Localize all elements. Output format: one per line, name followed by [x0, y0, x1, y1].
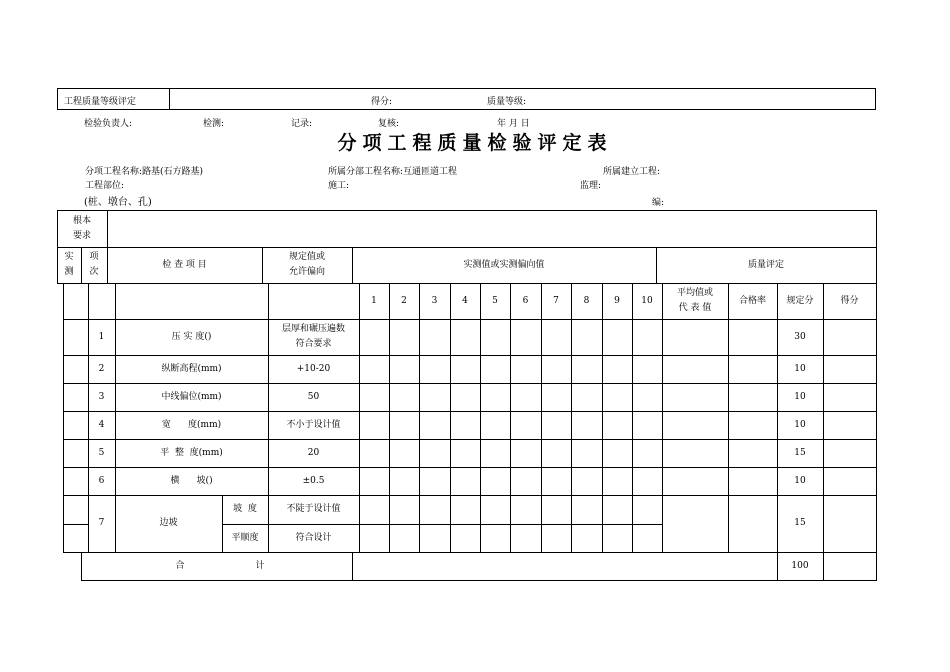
row-item-name: 纵断高程(mm) — [161, 363, 222, 374]
row-no: 4 — [98, 419, 105, 430]
topbar-divider — [169, 89, 170, 109]
row-no: 1 — [98, 331, 105, 342]
reviewer-label: 复核: — [378, 119, 400, 129]
basic-requirements-label: 根本 要求 — [72, 215, 91, 241]
row-no: 6 — [98, 475, 105, 486]
row-points: 15 — [794, 447, 806, 458]
row-points: 10 — [794, 475, 806, 486]
item-no-label: 项 次 — [89, 252, 99, 277]
grid-line — [632, 283, 633, 552]
point-number-header: 2 — [401, 295, 407, 306]
point-number-header: 10 — [641, 295, 653, 306]
row-item-name: 边坡 — [159, 518, 178, 528]
row-points: 10 — [794, 419, 806, 430]
sub-project-name: 分项工程名称:路基(石方路基) — [85, 167, 204, 177]
inspector-label: 检验负责人: — [84, 119, 133, 129]
page-title: 分项工程质量检验评定表 — [337, 132, 613, 154]
row-no: 7 — [98, 518, 105, 528]
row-spec: 符合设计 — [295, 532, 332, 543]
grid-line — [419, 283, 420, 552]
point-number-header: 5 — [492, 295, 498, 306]
grid-line — [823, 283, 824, 580]
supervision-label: 监理: — [580, 181, 602, 191]
point-number-header: 3 — [431, 295, 438, 306]
date-label: 年 月 日 — [497, 119, 530, 129]
measured-label: 实 测 — [64, 252, 74, 277]
check-item-header: 检 查 项 目 — [162, 259, 207, 270]
grid-line — [63, 524, 88, 525]
row-item-name: 平 整 度(mm) — [160, 447, 223, 458]
score-header: 得分 — [840, 295, 859, 306]
total-label-2: 计 — [255, 560, 265, 571]
row-spec: ±0.5 — [302, 475, 325, 486]
quality-eval-header: 质量评定 — [747, 259, 784, 270]
avg-value-header: 平均值或 代 表 值 — [676, 288, 713, 313]
row-points: 10 — [794, 391, 806, 402]
slope-smoothness-label: 平顺度 — [231, 532, 259, 543]
grid-line — [728, 283, 729, 552]
point-number-header: 6 — [522, 295, 529, 306]
grade-label: 质量等级: — [487, 97, 527, 107]
total-label-1: 合 — [175, 560, 185, 571]
row-spec: 层厚和碾压遍数 符合要求 — [281, 324, 345, 349]
row-no: 2 — [98, 363, 105, 374]
point-number-header: 8 — [583, 295, 590, 306]
construction-label: 施工: — [328, 181, 350, 191]
grid-line — [876, 210, 877, 580]
row-item-name: 中线偏位(mm) — [161, 391, 222, 402]
grid-line — [81, 552, 82, 580]
row-points: 30 — [794, 331, 806, 342]
spec-header: 规定值或 允许偏向 — [288, 252, 325, 277]
row-points: 15 — [794, 518, 806, 528]
row-no: 5 — [98, 447, 105, 458]
grid-line — [450, 283, 451, 552]
grid-line — [63, 283, 64, 552]
tester-label: 检测: — [203, 119, 225, 129]
grid-line — [81, 580, 877, 581]
grid-line — [541, 283, 542, 552]
row-item-name: 宽 度(mm) — [161, 419, 222, 430]
point-number-header: 9 — [614, 295, 620, 306]
location-detail: (桩、墩台、孔) — [84, 197, 152, 208]
grid-line — [359, 283, 360, 552]
grid-line — [602, 283, 603, 552]
spec-score-header: 规定分 — [786, 295, 814, 306]
grid-line — [480, 283, 481, 552]
point-number-header: 4 — [462, 295, 468, 306]
row-item-name: 横 坡() — [170, 475, 213, 486]
location-label: 工程部位: — [85, 181, 125, 191]
grid-line — [389, 283, 390, 552]
row-spec: +10-20 — [296, 363, 331, 374]
parent-project-name: 所属分部工程名称:互通匝道工程 — [328, 167, 458, 177]
row-spec: 不陡于设计值 — [286, 504, 341, 514]
parent-construction-label: 所属建立工程: — [603, 167, 661, 177]
total-points: 100 — [791, 560, 809, 571]
row-spec: 不小于设计值 — [286, 419, 341, 430]
measured-values-header: 实测值或实测偏向值 — [463, 259, 545, 270]
slope-grade-label: 坡 度 — [233, 504, 257, 514]
quality-grade-bar — [57, 88, 876, 110]
edit-label: 编: — [652, 198, 665, 208]
grid-line — [352, 552, 353, 580]
row-item-name: 压 实 度() — [171, 331, 212, 342]
grid-line — [57, 210, 877, 211]
row-spec: 20 — [307, 447, 320, 458]
score-label: 得分: — [371, 97, 393, 107]
row-spec: 50 — [307, 391, 320, 402]
grid-line — [571, 283, 572, 552]
recorder-label: 记录: — [291, 119, 313, 129]
pass-rate-header: 合格率 — [738, 295, 766, 306]
row-points: 10 — [794, 363, 806, 374]
point-number-header: 7 — [553, 295, 559, 306]
grid-line — [107, 210, 108, 247]
point-number-header: 1 — [371, 295, 377, 306]
grid-line — [510, 283, 511, 552]
row-no: 3 — [98, 391, 105, 402]
quality-grade-label: 工程质量等级评定 — [64, 97, 137, 107]
grid-line — [662, 283, 663, 552]
